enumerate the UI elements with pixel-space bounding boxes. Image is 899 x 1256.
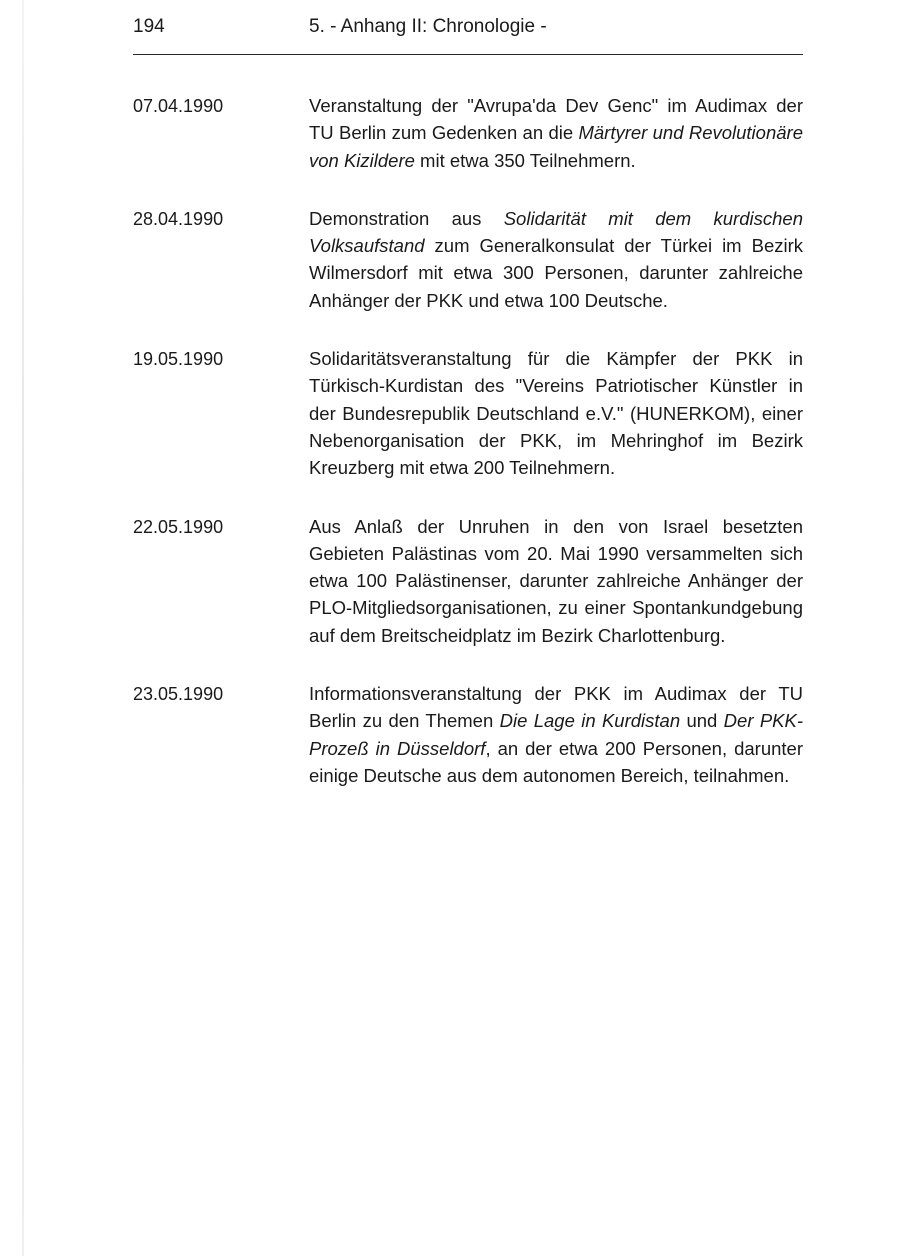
entry-date: 19.05.1990 [133, 349, 224, 370]
chronology-entry [133, 345, 803, 481]
entry-description: Solidaritätsveranstaltung für die Kämpfer der PKK in Türkisch-Kurdistan des "Vereins Patriotischer Künstler in der Bundesrepublik Deutschland e.V." (HUNERKOM), einer Nebenorganisation der PKK, im Mehringhof im Bezirk Kreuzberg mit etwa 200 Teilnehmern. [309, 348, 803, 479]
entry-description: Informationsveranstaltung der PKK im Audimax der TU Berlin zu den Themen Die Lage in Kurdistan und Der PKK-Prozeß in Düsseldorf, an der etwa 200 Personen, darunter einige Deutsche aus dem autonomen Bereich, teilnahmen. [309, 683, 804, 786]
running-header [133, 14, 803, 55]
entry-date: 22.05.1990 [133, 516, 224, 537]
chronology-entry [133, 92, 803, 174]
page-edge-shadow [22, 0, 24, 1256]
page-number: 194 [133, 16, 165, 37]
chronology-entry [133, 680, 803, 789]
chronology-list [133, 92, 803, 820]
emphasized-title: Märtyrer und Revolutionäre von Kizildere [309, 122, 803, 171]
entry-date: 07.04.1990 [133, 96, 224, 116]
entry-description: Aus Anlaß der Unruhen in den von Israel besetzten Gebieten Palästinas vom 20. Mai 1990 versammelten sich etwa 100 Palästinenser, darunter zahlreiche Anhänger der PLO-Mitgliedsorganisationen, zu einer Spontankundgebung auf dem Breitscheidplatz im Bezirk Charlottenburg. [309, 515, 803, 646]
entry-description: Veranstaltung der "Avrupa'da Dev Genc" im Audimax der TU Berlin zum Gedenken an die Märtyrer und Revolutionäre von Kizildere mit etwa 350 Teilnehmern. [309, 95, 803, 171]
chronology-entry [133, 205, 803, 314]
emphasized-title: Die Lage in Kurdistan [499, 710, 681, 732]
chronology-entry [133, 513, 803, 649]
emphasized-title: Solidarität mit dem kurdischen Volksaufstand [309, 207, 803, 257]
entry-date: 23.05.1990 [133, 684, 224, 705]
entry-date: 28.04.1990 [133, 208, 224, 229]
entry-description: Demonstration aus Solidarität mit dem kurdischen Volksaufstand zum Generalkonsulat der Türkei im Bezirk Wilmersdorf mit etwa 300 Personen, darunter zahlreiche Anhänger der PKK und etwa 100 Deutsche. [309, 207, 803, 311]
chapter-title: 5. - Anhang II: Chronologie - [309, 16, 547, 37]
emphasized-title: Der PKK-Prozeß in Düsseldorf [309, 710, 804, 759]
